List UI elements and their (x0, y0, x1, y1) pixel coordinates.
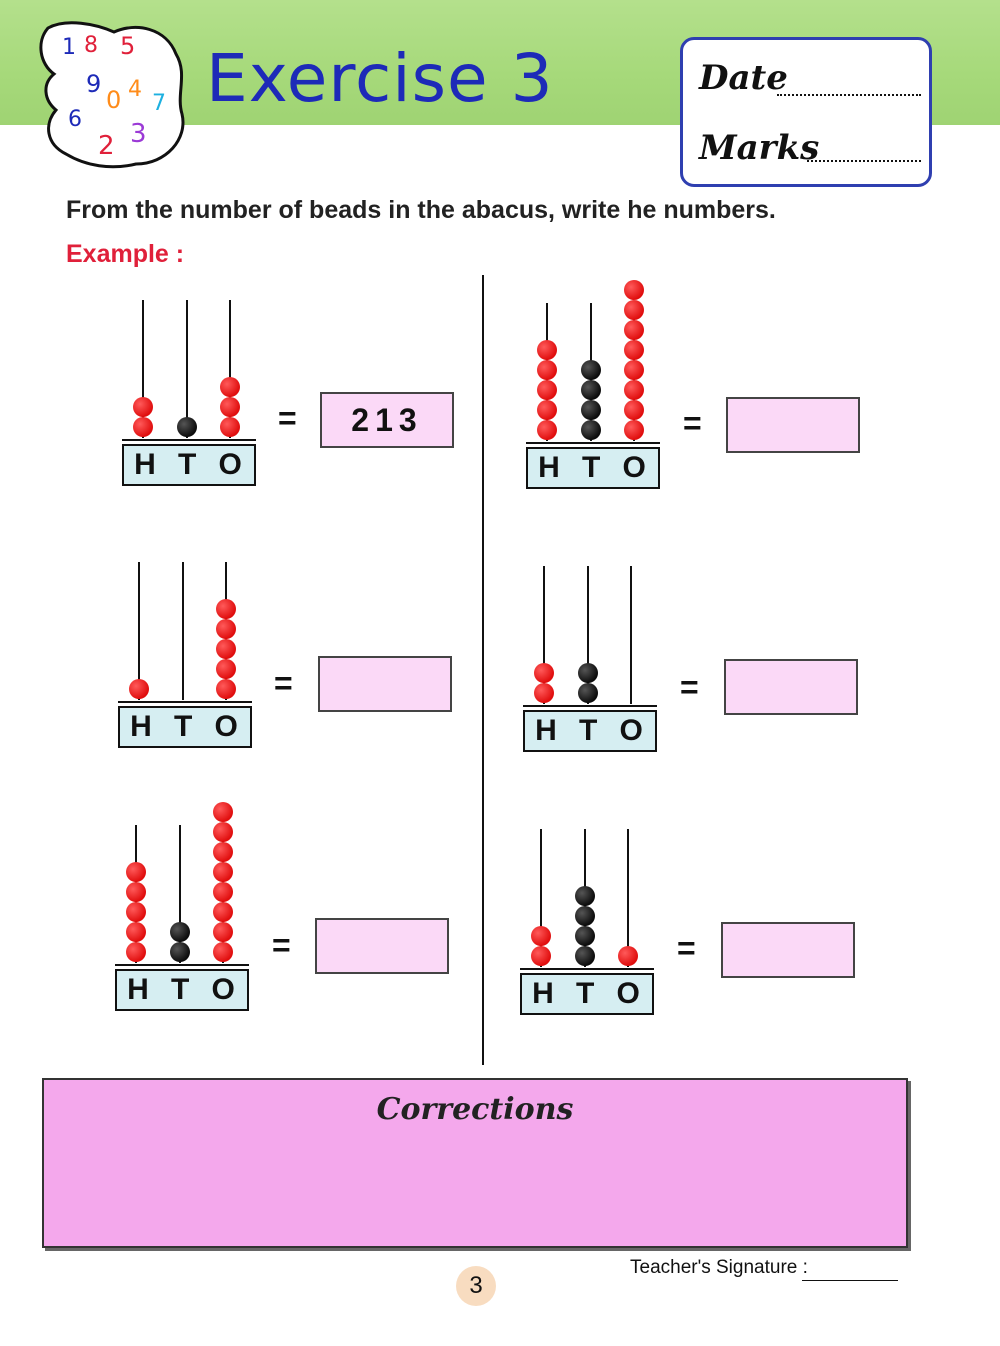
mascot-digit: 2 (98, 131, 115, 161)
abacus-bead (216, 599, 236, 619)
abacus-bead (216, 639, 236, 659)
answer-box[interactable] (318, 656, 452, 712)
abacus-bead (216, 619, 236, 639)
equals-sign: = (274, 665, 293, 701)
signature-line[interactable] (802, 1280, 898, 1281)
answer-box[interactable] (315, 918, 449, 974)
abacus (519, 566, 661, 756)
mascot-digit: 3 (130, 119, 147, 149)
abacus-bead (216, 679, 236, 699)
abacus (516, 829, 658, 1019)
abacus-rod-t (182, 562, 184, 700)
abacus-bead (220, 417, 240, 437)
page-title: Exercise 3 (206, 40, 554, 117)
page-number: 3 (456, 1266, 496, 1306)
place-value-labels (526, 447, 660, 489)
teacher-signature-label: Teacher's Signature : (630, 1257, 808, 1278)
abacus-bead (581, 360, 601, 380)
abacus-bead (537, 380, 557, 400)
abacus-bead (126, 862, 146, 882)
abacus-bead (624, 380, 644, 400)
place-value-labels (115, 969, 249, 1011)
place-label-o: O (214, 710, 240, 743)
abacus-base-line (523, 705, 657, 707)
mascot-digit: 6 (68, 107, 82, 132)
abacus-bead (624, 280, 644, 300)
equals-sign: = (677, 930, 696, 966)
place-label-h: H (134, 448, 158, 481)
abacus-bead (618, 946, 638, 966)
answer-box[interactable] (721, 922, 855, 978)
number-mascot-icon (26, 14, 191, 174)
abacus (111, 825, 253, 1015)
abacus-bead (624, 300, 644, 320)
abacus-bead (624, 360, 644, 380)
abacus-bead (534, 663, 554, 683)
mascot-digit: 5 (120, 32, 136, 60)
abacus-base-line (115, 964, 249, 966)
date-marks-box (680, 37, 932, 187)
place-label-h: H (532, 977, 556, 1010)
place-label-t: T (178, 448, 199, 481)
equals-sign: = (680, 669, 699, 705)
corrections-title: Corrections (376, 1092, 574, 1127)
abacus (522, 303, 664, 493)
answer-box[interactable]: 213 (320, 392, 454, 448)
abacus-bead (220, 397, 240, 417)
abacus-bead (537, 420, 557, 440)
place-value-labels (118, 706, 252, 748)
place-label-o: O (619, 714, 645, 747)
abacus-bead (575, 886, 595, 906)
place-label-t: T (582, 451, 603, 484)
abacus-bead (220, 377, 240, 397)
abacus-bead (531, 926, 551, 946)
abacus-bead (624, 340, 644, 360)
date-line[interactable] (777, 94, 921, 96)
abacus-bead (126, 902, 146, 922)
abacus-bead (213, 942, 233, 962)
abacus-base-line (118, 701, 252, 703)
abacus-bead (170, 922, 190, 942)
abacus-bead (177, 417, 197, 437)
abacus-bead (578, 663, 598, 683)
abacus-bead (578, 683, 598, 703)
place-label-t: T (174, 710, 195, 743)
place-value-labels (122, 444, 256, 486)
place-label-h: H (127, 973, 151, 1006)
column-divider (482, 275, 484, 1065)
marks-line[interactable] (807, 160, 921, 162)
abacus (114, 562, 256, 752)
abacus-bead (129, 679, 149, 699)
corrections-panel[interactable] (42, 1078, 908, 1248)
place-value-labels (520, 973, 654, 1015)
equals-sign: = (278, 400, 297, 436)
date-label: Date (699, 58, 788, 98)
place-label-o: O (622, 451, 648, 484)
abacus-bead (534, 683, 554, 703)
abacus-bead (213, 902, 233, 922)
abacus-bead (537, 400, 557, 420)
abacus-bead (126, 942, 146, 962)
abacus-base-line (526, 442, 660, 444)
place-value-labels (523, 710, 657, 752)
marks-label: Marks (699, 128, 820, 168)
abacus-bead (624, 320, 644, 340)
place-label-o: O (616, 977, 642, 1010)
abacus-bead (213, 922, 233, 942)
place-label-o: O (218, 448, 244, 481)
equals-sign: = (683, 405, 702, 441)
abacus-bead (213, 882, 233, 902)
place-label-t: T (576, 977, 597, 1010)
abacus-bead (213, 862, 233, 882)
abacus-bead (213, 802, 233, 822)
place-label-t: T (579, 714, 600, 747)
mascot-digit: 8 (84, 33, 98, 58)
abacus-bead (126, 922, 146, 942)
abacus-bead (133, 397, 153, 417)
place-label-o: O (211, 973, 237, 1006)
example-label: Example : (66, 240, 185, 268)
place-label-h: H (130, 710, 154, 743)
abacus-base-line (122, 439, 256, 441)
mascot-digit: 7 (152, 91, 166, 116)
abacus-bead (575, 946, 595, 966)
answer-box[interactable] (724, 659, 858, 715)
place-label-h: H (538, 451, 562, 484)
abacus-bead (581, 400, 601, 420)
instruction-text: From the number of beads in the abacus, write he numbers. (66, 196, 776, 224)
abacus-bead (575, 906, 595, 926)
abacus-bead (216, 659, 236, 679)
mascot-digit: 9 (86, 70, 102, 98)
abacus-bead (213, 822, 233, 842)
mascot-digit: 0 (106, 86, 122, 114)
abacus-rod-o (630, 566, 632, 704)
equals-sign: = (272, 927, 291, 963)
abacus-bead (170, 942, 190, 962)
abacus-bead (213, 842, 233, 862)
abacus (118, 300, 260, 490)
mascot-digit: 1 (62, 35, 76, 60)
answer-box[interactable] (726, 397, 860, 453)
abacus-bead (581, 380, 601, 400)
abacus-bead (126, 882, 146, 902)
abacus-bead (624, 400, 644, 420)
abacus-bead (575, 926, 595, 946)
abacus-bead (624, 420, 644, 440)
abacus-bead (581, 420, 601, 440)
abacus-bead (537, 360, 557, 380)
abacus-bead (537, 340, 557, 360)
place-label-h: H (535, 714, 559, 747)
place-label-t: T (171, 973, 192, 1006)
abacus-bead (531, 946, 551, 966)
abacus-base-line (520, 968, 654, 970)
mascot-digit: 4 (128, 77, 142, 102)
abacus-bead (133, 417, 153, 437)
